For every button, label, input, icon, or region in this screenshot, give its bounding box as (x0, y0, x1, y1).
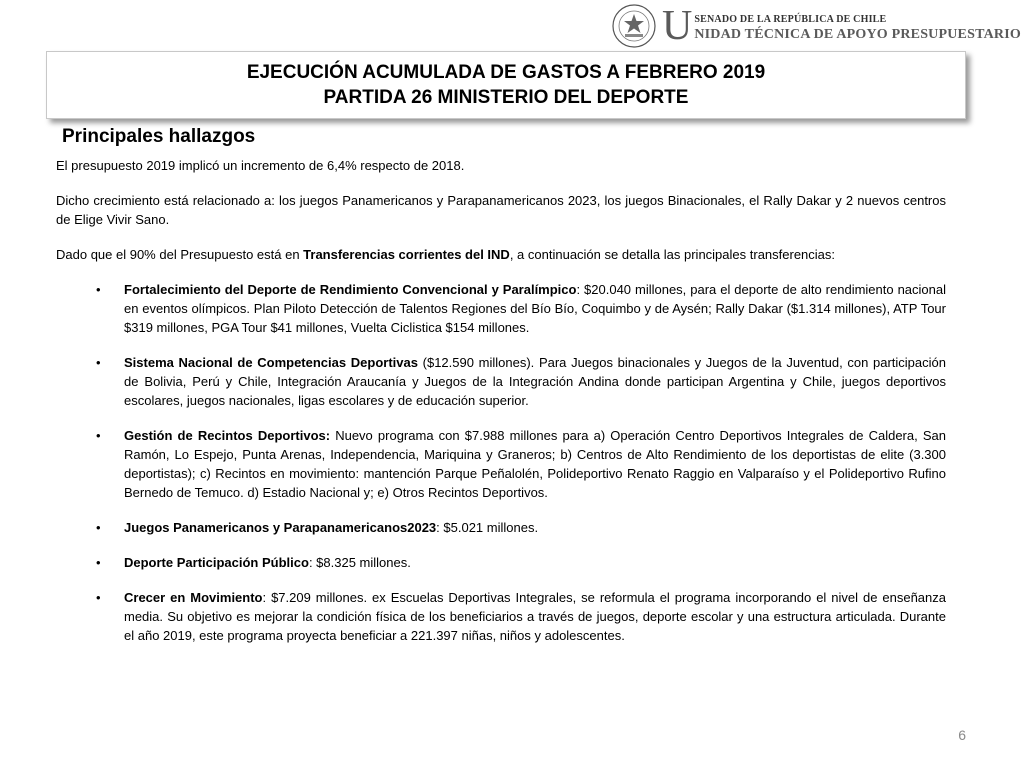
bullet-icon: • (96, 590, 101, 605)
list-item-title: Gestión de Recintos Deportivos: (124, 428, 331, 443)
paragraph-2: Dicho crecimiento está relacionado a: los juegos Panamericanos y Parapanamericanos 2023, los juegos Binacionales, el Rally Dakar y 2 nuevos centros de Elige Vivir Sano. (56, 193, 946, 227)
list-item-text: : $5.021 millones. (436, 520, 539, 535)
bullet-icon: • (96, 355, 101, 370)
list-item-text: : $7.209 millones. ex Escuelas Deportivas Integrales, se reformula el programa incorporando el nivel de enseñanza media. Su objetivo es mejorar la condición física de los beneficiarios a través de juegos, deporte escolar y una estructura articulada. Durante el año 2019, este programa proyecta beneficiar a 221.397 niñas, niños y adolescentes. (124, 590, 946, 643)
list-item (56, 588, 946, 645)
list-item-text: : $8.325 millones. (308, 555, 411, 570)
list-item-title: Fortalecimiento del Deporte de Rendimiento Convencional y Paralímpico (124, 282, 577, 297)
senado-logo (612, 4, 1021, 48)
logo-line-1: SENADO DE LA REPÚBLICA DE CHILE (694, 14, 887, 25)
list-item-title: Crecer en Movimiento (124, 590, 263, 605)
list-item-text: : $20.040 millones, para el deporte de alto rendimiento nacional en eventos olímpicos. Plan Piloto Detección de Talentos Regiones del Bío Bío, Coquimbo y de Aysén; Rally Dakar ($1.314 millones), ATP Tour $319 millones, PGA Tour $41 millones, Vuelta Ciclistica $154 millones. (124, 282, 946, 335)
transfer-list (56, 280, 946, 645)
title-line-1: EJECUCIÓN ACUMULADA DE GASTOS A FEBRERO 2019 (246, 62, 766, 83)
paragraph-3-start: Dado que el 90% del Presupuesto está en (56, 247, 304, 262)
paragraph-3-bold: Transferencias corrientes del IND (303, 247, 510, 262)
section-heading: Principales hallazgos (62, 126, 256, 147)
bullet-icon: • (96, 520, 101, 535)
bullet-icon: • (96, 282, 101, 297)
paragraph-3-end: , a continuación se detalla las principales transferencias: (509, 247, 836, 262)
list-item-text: ($12.590 millones). Para Juegos binacionales y Juegos de la Juventud, con participación de Bolivia, Perú y Chile, Integración Araucanía y Juegos de la Integración Andina donde participan Argentina y Chile, juegos deportivos escolares, juegos nacionales, ligas escolares y de educación superior. (124, 355, 946, 408)
logo-line-2: NIDAD TÉCNICA DE APOYO PRESUPUESTARIO (694, 27, 1021, 42)
logo-initial: U (662, 3, 693, 49)
title-box (46, 51, 966, 119)
paragraph-3 (56, 245, 946, 264)
list-item (56, 518, 946, 537)
bullet-icon: • (96, 428, 101, 443)
title-line-2: PARTIDA 26 MINISTERIO DEL DEPORTE (323, 87, 689, 108)
page-number: 6 (958, 727, 966, 743)
list-item-title: Juegos Panamericanos y Parapanamericanos2023 (124, 520, 437, 535)
list-item-title: Sistema Nacional de Competencias Deportivas (124, 355, 418, 370)
list-item-title: Deporte Participación Público (124, 555, 309, 570)
bullet-icon: • (96, 555, 101, 570)
list-item-text: Nuevo programa con $7.988 millones para a) Operación Centro Deportivos Integrales de Caldera, San Ramón, Lo Espejo, Punta Arenas, Independencia, Mariquina y Graneros; b) Centros de Alto Rendimiento de los deportistas de elite (3.300 deportistas); c) Recintos en movimiento: mantención Parque Peñalolén, Polideportivo Renato Raggio en Valparaíso y el Polideportivo Rufino Bernedo de Temuco. d) Estadio Nacional y; e) Otros Recintos Deportivos. (124, 428, 946, 500)
paragraph-1: El presupuesto 2019 implicó un incremento de 6,4% respecto de 2018. (56, 158, 465, 173)
list-item (56, 353, 946, 410)
list-item (56, 426, 946, 502)
list-item (56, 280, 946, 337)
list-item (56, 553, 946, 572)
senado-seal-icon (612, 4, 656, 48)
document-body (56, 156, 946, 661)
